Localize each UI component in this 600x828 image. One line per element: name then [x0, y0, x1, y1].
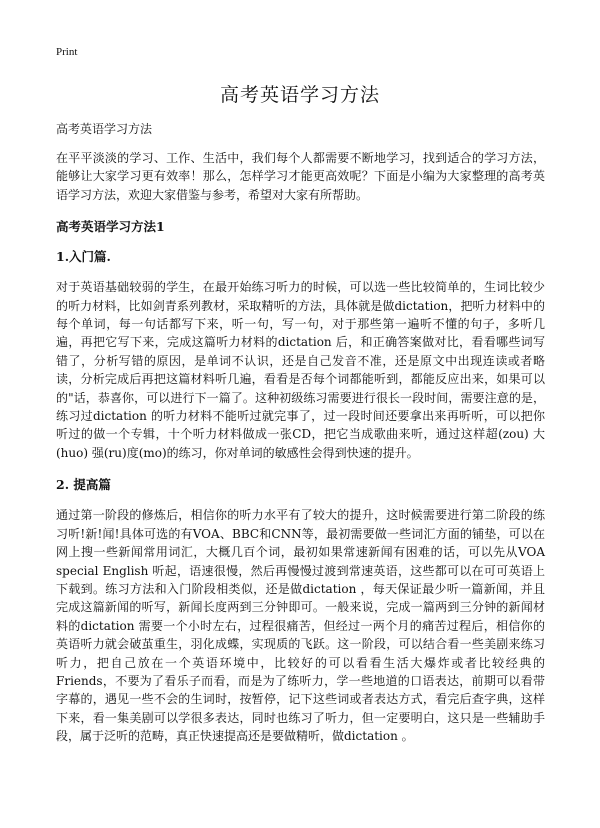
document-body: [56, 120, 545, 746]
print-label[interactable]: Print: [56, 46, 78, 58]
part1-paragraph: 对于英语基础较弱的学生，在最开始练习听力的时候，可以选一些比较简单的，生词比较少的听力材料，比如剑青系列教材，采取精听的方法，具体就是做dictation，把听力材料中的每个单词，每一句话都写下来，听一句，写一句，对于那些第一遍听不懂的句子，多听几遍，再把它写下来，完成这篇听力材料的dictation 后，和正确答案做对比，看看哪些词写错了，分析写错的原因，是单词不认识，还是自己发音不准，还是原文中出现连读或者略读，分析完成后再把这篇材料听几遍，看看是否每个词都能听到，都能反应出来，如果可以的"话，恭喜你，可以进行下一篇了。这种初级练习需要进行很长一段时间，需要注意的是，练习过dictation 的听力材料不能听过就完事了，过一段时间还要拿出来再听听，可以把你听过的做一个专辑，十个听力材料做成一张CD，把它当成歌曲来听，通过这样超(zou) 大(huo) 强(ru)度(mo)的练习，你对单词的敏感性会得到快速的提升。: [56, 280, 545, 460]
intro-paragraph: 在平平淡淡的学习、工作、生活中，我们每个人都需要不断地学习，找到适合的学习方法，能够让大家学习更有效率！那么，怎样学习才能更高效呢？下面是小编为大家整理的高考英语学习方法，欢迎大家借鉴与参考，希望对大家有所帮助。: [56, 151, 545, 202]
part1-heading: 1.入门篇.: [56, 249, 111, 265]
section-heading: 高考英语学习方法1: [56, 219, 165, 235]
document-subtitle: 高考英语学习方法: [56, 122, 153, 136]
part2-heading: 2. 提高篇: [56, 477, 111, 493]
part2-paragraph: 通过第一阶段的修炼后，相信你的听力水平有了较大的提升，这时候需要进行第二阶段的练习听!新!闻!具体可选的有VOA、BBC和CNN等，最初需要做一些词汇方面的铺垫，可以在网上搜一些新闻常用词汇，大概几百个词，最初如果常速新闻有困难的话，可以先从VOA special English 听起，语速很慢，然后再慢慢过渡到常速英语，这些都可以在可可英语上下载到。练习方法和入门阶段相类似，还是做dictation ，每天保证最少听一篇新闻，并且完成这篇新闻的听写，新闻长度两到三分钟即可。一般来说，完成一篇两到三分钟的新闻材料的dictation 需要一个小时左右，过程很痛苦，但经过一两个月的痛苦过程后，相信你的英语听力就会破茧重生，羽化成蝶，实现质的飞跃。这一阶段，可以结合看一些美剧来练习听力，把自己放在一个英语环境中，比较好的可以看看生活大爆炸或者比较经典的Friends，不要为了看乐子而看，而是为了练听力，学一些地道的口语表达，前期可以看带字幕的，遇见一些不会的生词时，按暂停，记下这些词或者表达方式，看完后查字典，这样下来，看一集美剧可以学很多表达，同时也练习了听力，但一定要明白，这只是一些辅助手段，属于泛听的范畴，真正快速提高还是要做精听，做dictation 。: [56, 508, 545, 744]
page-title: 高考英语学习方法: [219, 84, 380, 106]
